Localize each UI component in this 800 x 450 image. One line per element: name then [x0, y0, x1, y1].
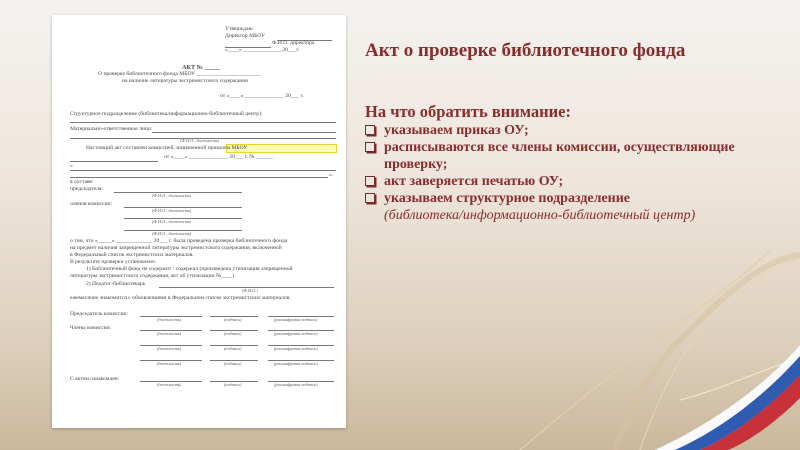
slide-title: Акт о проверке библиотечного фонда	[365, 40, 686, 61]
signature-caption: (должность)	[157, 346, 182, 351]
doc-director: Директор МБОУ	[225, 33, 265, 39]
signature-caption: (расшифровка подписи)	[274, 346, 318, 351]
list-item: указываем приказ ОУ;	[365, 122, 785, 139]
checkbox-bullet-icon	[365, 193, 375, 203]
doc-commission-text: Настоящий акт составлен комиссией, назначенной приказом МБОУ	[86, 145, 248, 151]
signature-caption: (подпись)	[224, 346, 242, 351]
act-document-image: Утверждаю Директор МБОУ Ф.И.О. директора «____» ______________20___г. АКТ № _____ О проверке библиотечного фонда МБОУ _______________________ на наличие литературы экстремистского содержания от «____» ______________ 20___ г. Структурное подразделение (библиотека/информационно-библиотечный центр): Материально-ответственное лицо: (Ф.И.О., должность) Настоящий акт составлен комиссией, назначенной приказом МБОУ от «____» ______________ 20___ г. № ______ « ». в составе: председателя: (Ф.И.О., должность) членов комиссии: (Ф.И.О., должность) (Ф.И.О., должность) (Ф.И.О., должность) о том, что «_____» _____________ 20___ г. была проведена проверка библиотечного фонда на предмет наличия запрещенной литературы экстремистского содержания, включенной в Федеральный список экстремистских материалов. В результате проверки установлено: 1) Библиотечный фонд не содержит / содержал (произведена утилизация запрещенной литературы экстремистского содержания, акт об утилизации №____). 2) Педагог-библиотекарь (Ф.И.О.) ежемесячно знакомится с обновлениями в Федеральном списке экстремистских материалов. Председатель комиссии: (должность) (подпись) (расшифровка подписи) Члены комиссии: (должность) (подпись) (расшифровка подписи) (должность) (подпись) (расшифровка подписи) (должность) (подпись) (расшифровка подписи) С актом ознакомлен: (должность) (подпись) (расшифровка подписи)	[52, 15, 346, 428]
signature-row-label: С актом ознакомлен:	[70, 376, 120, 382]
signature-caption: (подпись)	[224, 331, 242, 336]
doc-act-number: АКТ № _____	[182, 64, 220, 71]
slide-subtitle: На что обратить внимание:	[365, 102, 571, 121]
doc-approve: Утверждаю	[225, 26, 253, 32]
list-item: акт заверяется печатью ОУ;	[365, 173, 785, 190]
checkbox-bullet-icon	[365, 176, 375, 186]
signature-caption: (должность)	[157, 331, 182, 336]
signature-caption: (подпись)	[224, 382, 242, 387]
signature-caption: (подпись)	[224, 361, 242, 366]
checkbox-bullet-icon	[365, 125, 375, 135]
signature-caption: (должность)	[157, 317, 182, 322]
signature-row-label: Члены комиссии:	[70, 325, 112, 331]
signature-caption: (подпись)	[224, 317, 242, 322]
attention-list	[365, 122, 785, 224]
signature-caption: (должность)	[157, 361, 182, 366]
checkbox-bullet-icon	[365, 142, 375, 152]
doc-struct-unit: Структурное подразделение (библиотека/информационно-библиотечный центр):	[70, 111, 263, 117]
doc-act-date: от «____» ______________ 20___ г.	[220, 93, 304, 99]
signature-caption: (расшифровка подписи)	[274, 361, 318, 366]
list-item: указываем структурное подразделение (библиотека/информационно-библиотечный центр)	[365, 190, 785, 224]
signature-caption: (расшифровка подписи)	[274, 317, 318, 322]
doc-responsible: Материально-ответственное лицо:	[70, 126, 153, 132]
doc-approve-date: «____» ______________20___г.	[225, 47, 300, 53]
signature-caption: (должность)	[157, 382, 182, 387]
doc-act-title1: О проверке библиотечного фонда МБОУ _______________________	[98, 71, 261, 77]
doc-director-fio: Ф.И.О. директора	[272, 40, 315, 46]
doc-order-line: от «____» ______________ 20___ г. № ______	[164, 154, 273, 160]
signature-caption: (расшифровка подписи)	[274, 331, 318, 336]
signature-row-label: Председатель комиссии:	[70, 311, 129, 317]
list-item: расписываются все члены комиссии, осуществляющие проверку;	[365, 139, 785, 173]
doc-act-title2: на наличие литературы экстремистского содержания	[122, 78, 248, 84]
signature-caption: (расшифровка подписи)	[274, 382, 318, 387]
